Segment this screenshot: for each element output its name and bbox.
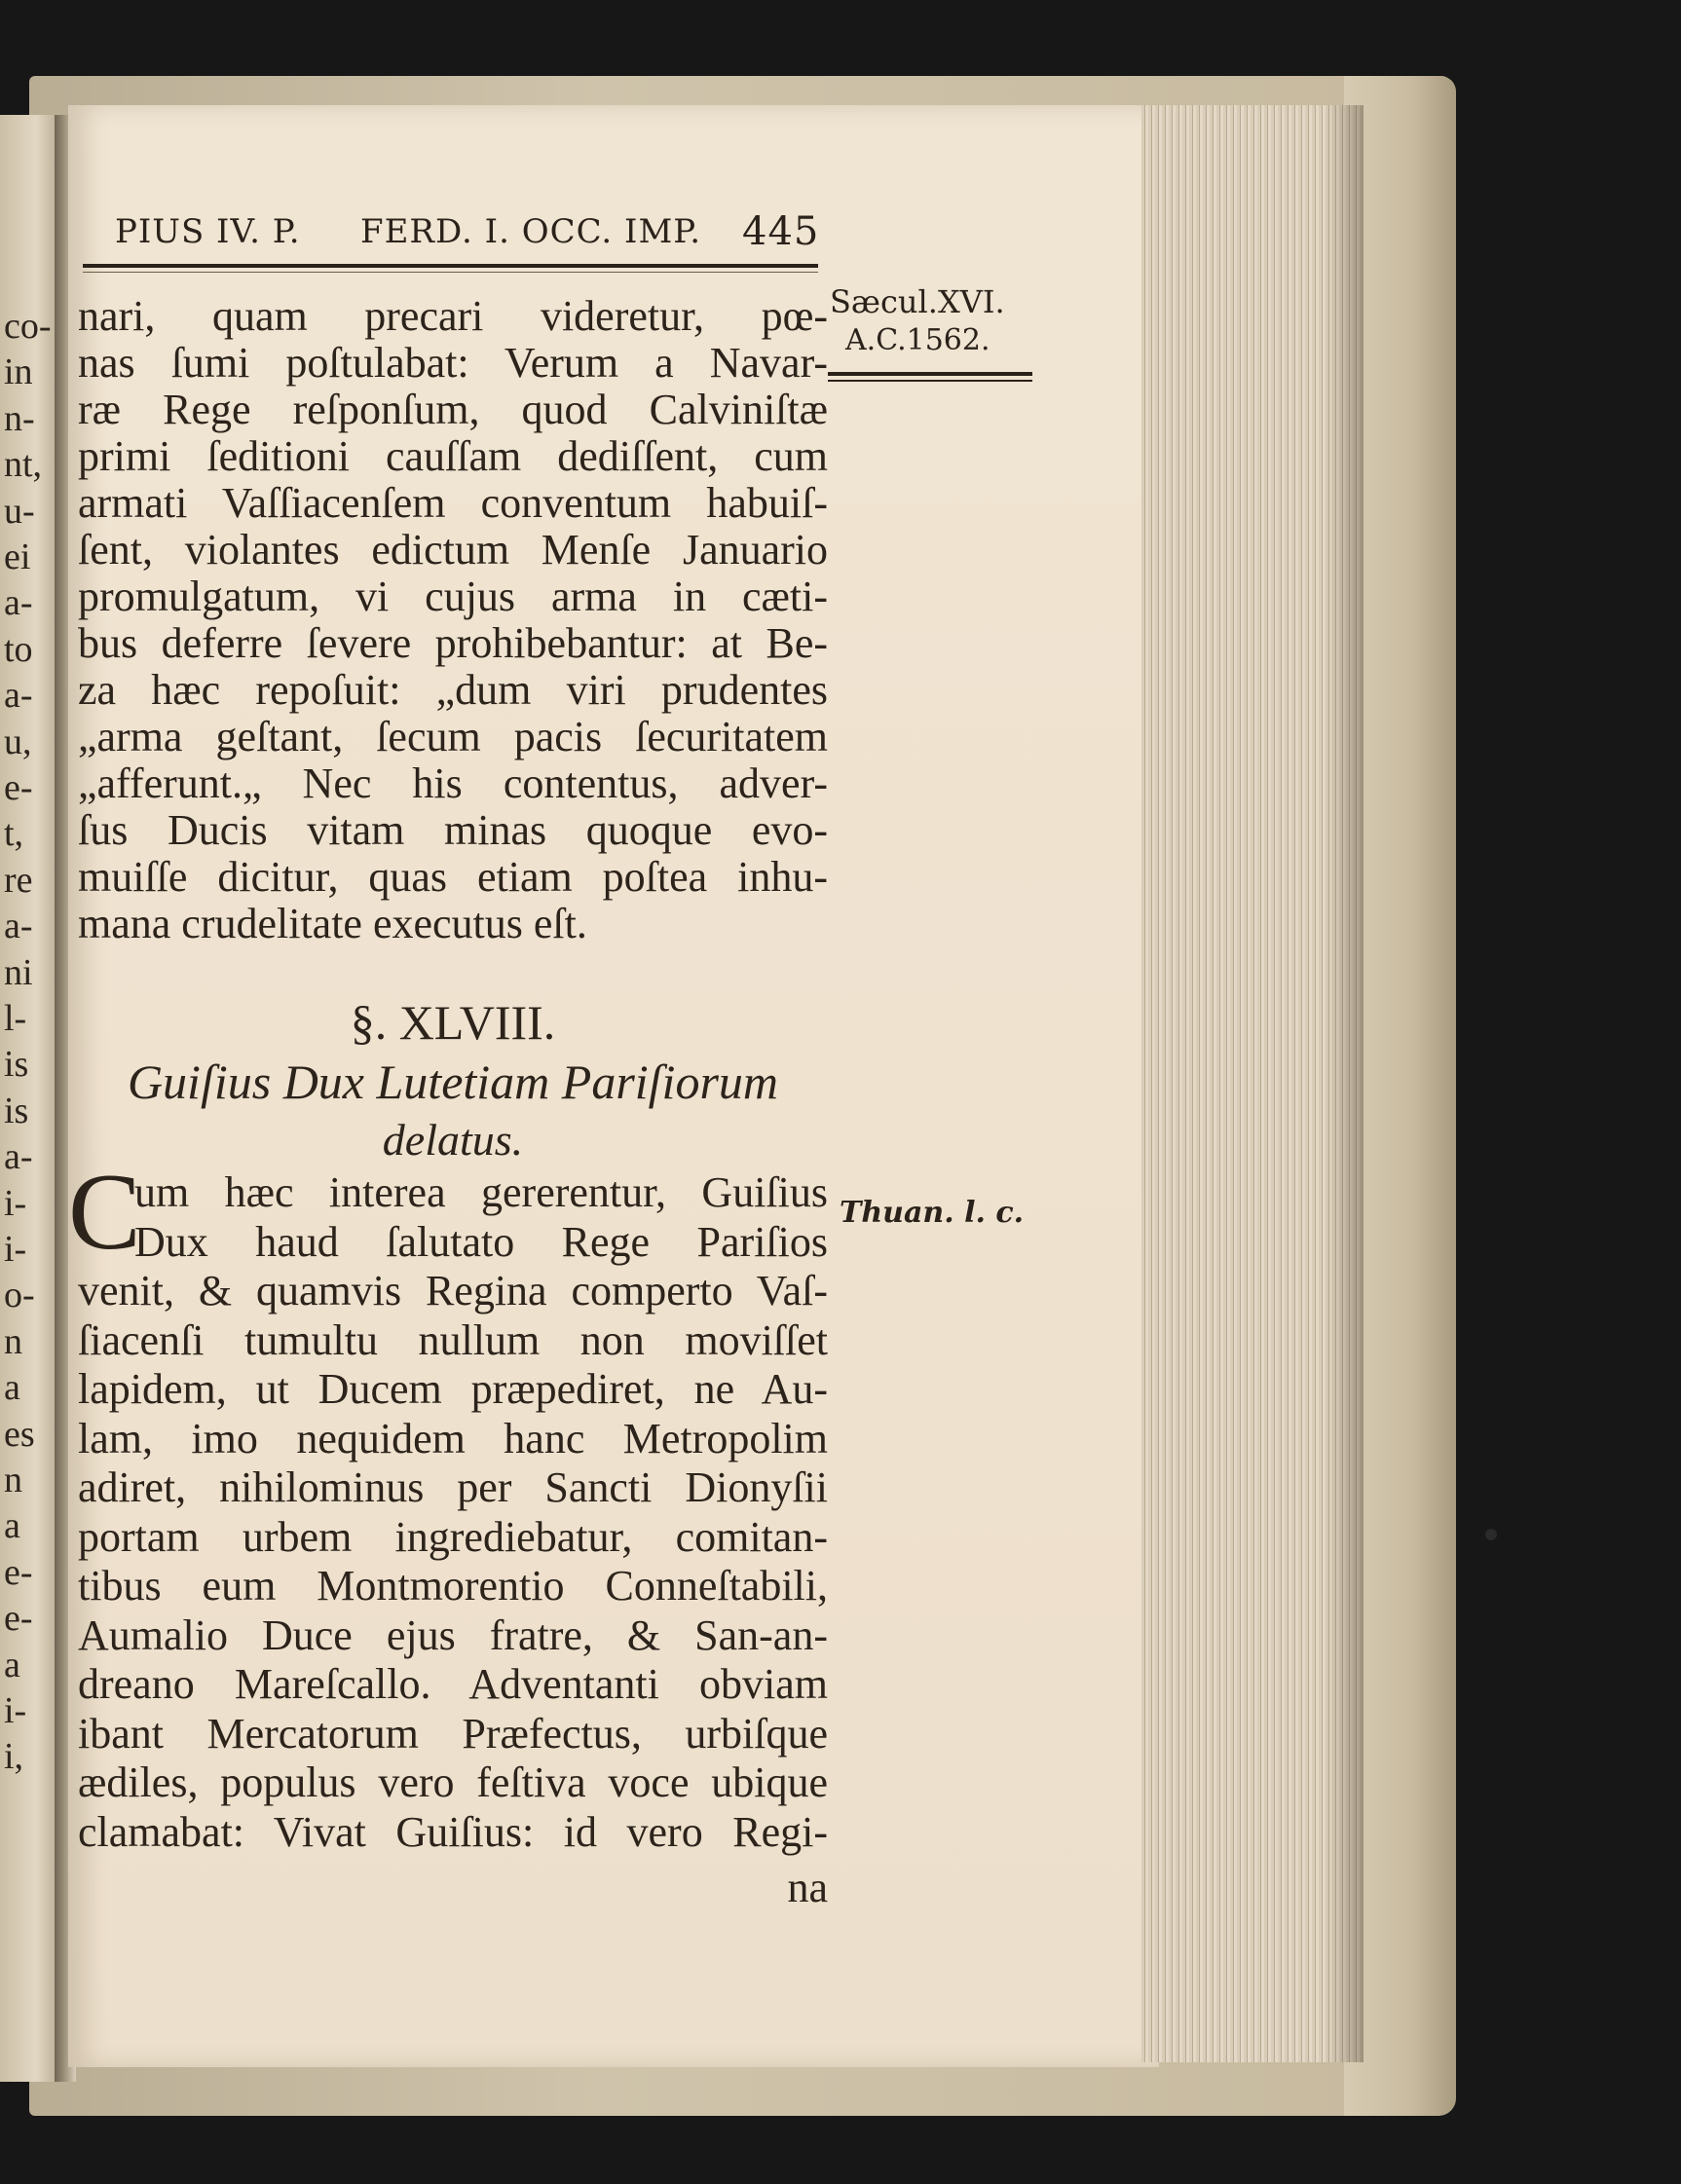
facing-page-text-fragment: n- <box>4 397 35 439</box>
text-line: armati Vaſſiacenſem conventum habuiſ- <box>78 479 828 527</box>
text-line: tibus eum Montmorentio Conneſtabili, <box>78 1562 828 1610</box>
text-line: ræ Rege reſponſum, quod Calviniſtæ <box>78 386 828 433</box>
drop-cap: C <box>68 1152 141 1273</box>
text-line: za hæc repoſuit: „dum viri prudentes <box>78 666 828 714</box>
running-head-rule <box>83 264 818 268</box>
facing-page-text-fragment: is <box>4 1044 29 1086</box>
facing-page-text-fragment: ni <box>4 951 33 993</box>
facing-page-text-fragment: in <box>4 352 33 393</box>
text-line: bus deferre ſevere prohibebantur: at Be- <box>78 619 828 667</box>
running-head-center: FERD. I. OCC. IMP. <box>360 212 702 251</box>
text-line: mana crudelitate executus eſt. <box>78 900 587 947</box>
facing-page-text-fragment: ei <box>4 537 31 577</box>
text-line: adiret, nihilominus per Sancti Dionyſii <box>78 1463 828 1511</box>
section-number: §. XLVIII. <box>350 995 556 1050</box>
facing-page-text-fragment: e- <box>4 1598 33 1640</box>
text-line: dreano Mareſcallo. Adventanti obviam <box>78 1660 828 1708</box>
facing-page-text-fragment: n <box>4 1460 22 1500</box>
facing-page-text-fragment: a- <box>4 906 33 947</box>
margin-note-year: A.C.1562. <box>845 323 990 357</box>
facing-page-left <box>0 115 60 2082</box>
facing-page-text-fragment: i- <box>4 1182 27 1224</box>
page-number: 445 <box>742 209 820 254</box>
margin-note-source: Thuan. l. c. <box>840 1196 1025 1230</box>
facing-page-text-fragment: u, <box>4 721 32 762</box>
facing-page-text-fragment: nt, <box>4 444 43 486</box>
text-line: Aumalio Duce ejus fratre, & San-an- <box>78 1610 828 1659</box>
background-speck <box>1485 1529 1497 1540</box>
margin-note-rule <box>828 372 1032 376</box>
facing-page-text-fragment: o- <box>4 1275 35 1316</box>
facing-page-text-fragment: re <box>4 859 33 901</box>
facing-page-text-fragment: to <box>4 628 33 670</box>
margin-note-rule-thin <box>828 380 1032 382</box>
text-line: lapidem, ut Ducem præpediret, ne Au- <box>78 1365 828 1413</box>
text-line: portam urbem ingrediebatur, comitan- <box>78 1512 828 1561</box>
text-line: um hæc interea gererentur, Guiſius <box>134 1168 828 1216</box>
facing-page-text-fragment: u- <box>4 490 35 532</box>
text-line: lam, imo nequidem hanc Metropolim <box>78 1414 828 1462</box>
text-line: Dux haud ſalutato Rege Pariſios <box>134 1217 828 1266</box>
facing-page-text-fragment: n <box>4 1320 22 1362</box>
facing-page-text-fragment: co- <box>4 306 52 347</box>
running-head-rule-thin <box>83 272 818 273</box>
facing-page-text-fragment: e- <box>4 1551 33 1593</box>
facing-page-text-fragment: i, <box>4 1736 24 1778</box>
facing-page-text-fragment: a <box>4 1367 20 1409</box>
facing-page-text-fragment: e- <box>4 767 33 808</box>
facing-page-text-fragment: a <box>4 1644 20 1685</box>
text-line: nas ſumi poſtulabat: Verum a Navar- <box>78 339 828 387</box>
section-title-line2: delatus. <box>382 1115 524 1165</box>
text-line: promulgatum, vi cujus arma in cæti- <box>78 573 828 620</box>
margin-note-century: Sæcul.XVI. <box>830 283 1005 320</box>
running-head-left: PIUS IV. P. <box>115 212 301 251</box>
facing-page-text-fragment: t, <box>4 813 24 855</box>
section-title-line1: Guiſius Dux Lutetiam Pariſiorum <box>127 1055 779 1109</box>
text-line: „arma geſtant, ſecum pacis ſecuritatem <box>78 713 828 760</box>
text-line: ſus Ducis vitam minas quoque evo- <box>78 806 828 854</box>
page-block-shadow <box>1325 105 1363 2062</box>
text-line: muiſſe dicitur, quas etiam poſtea inhu- <box>78 853 828 901</box>
text-line: venit, & quamvis Regina comperto Vaſ- <box>78 1267 828 1314</box>
text-line: primi ſeditioni cauſſam dediſſent, cum <box>78 432 828 480</box>
text-line: ædiles, populus vero feſtiva voce ubique <box>78 1758 828 1806</box>
facing-page-text-fragment: is <box>4 1090 29 1131</box>
text-line: nari, quam precari videretur, pœ- <box>78 292 828 340</box>
facing-page-text-fragment: a- <box>4 675 33 717</box>
facing-page-text-fragment: es <box>4 1413 35 1455</box>
facing-page-text-fragment: i- <box>4 1229 27 1270</box>
text-line: „afferunt.„ Nec his contentus, adver- <box>78 759 828 807</box>
facing-page-text-fragment: l- <box>4 998 27 1039</box>
text-line: clamabat: Vivat Guiſius: id vero Regi- <box>78 1807 828 1856</box>
facing-page-text-fragment: i- <box>4 1690 27 1731</box>
facing-page-text-fragment: a- <box>4 1136 33 1178</box>
text-line: ſiacenſi tumultu nullum non moviſſet <box>78 1315 828 1364</box>
text-line: ſent, violantes edictum Menſe Januario <box>78 526 828 574</box>
text-line: ibant Mercatorum Præfectus, urbiſque <box>78 1709 828 1758</box>
facing-page-text-fragment: a- <box>4 582 33 624</box>
facing-page-text-fragment: a <box>4 1505 20 1547</box>
catchword: na <box>787 1864 828 1911</box>
